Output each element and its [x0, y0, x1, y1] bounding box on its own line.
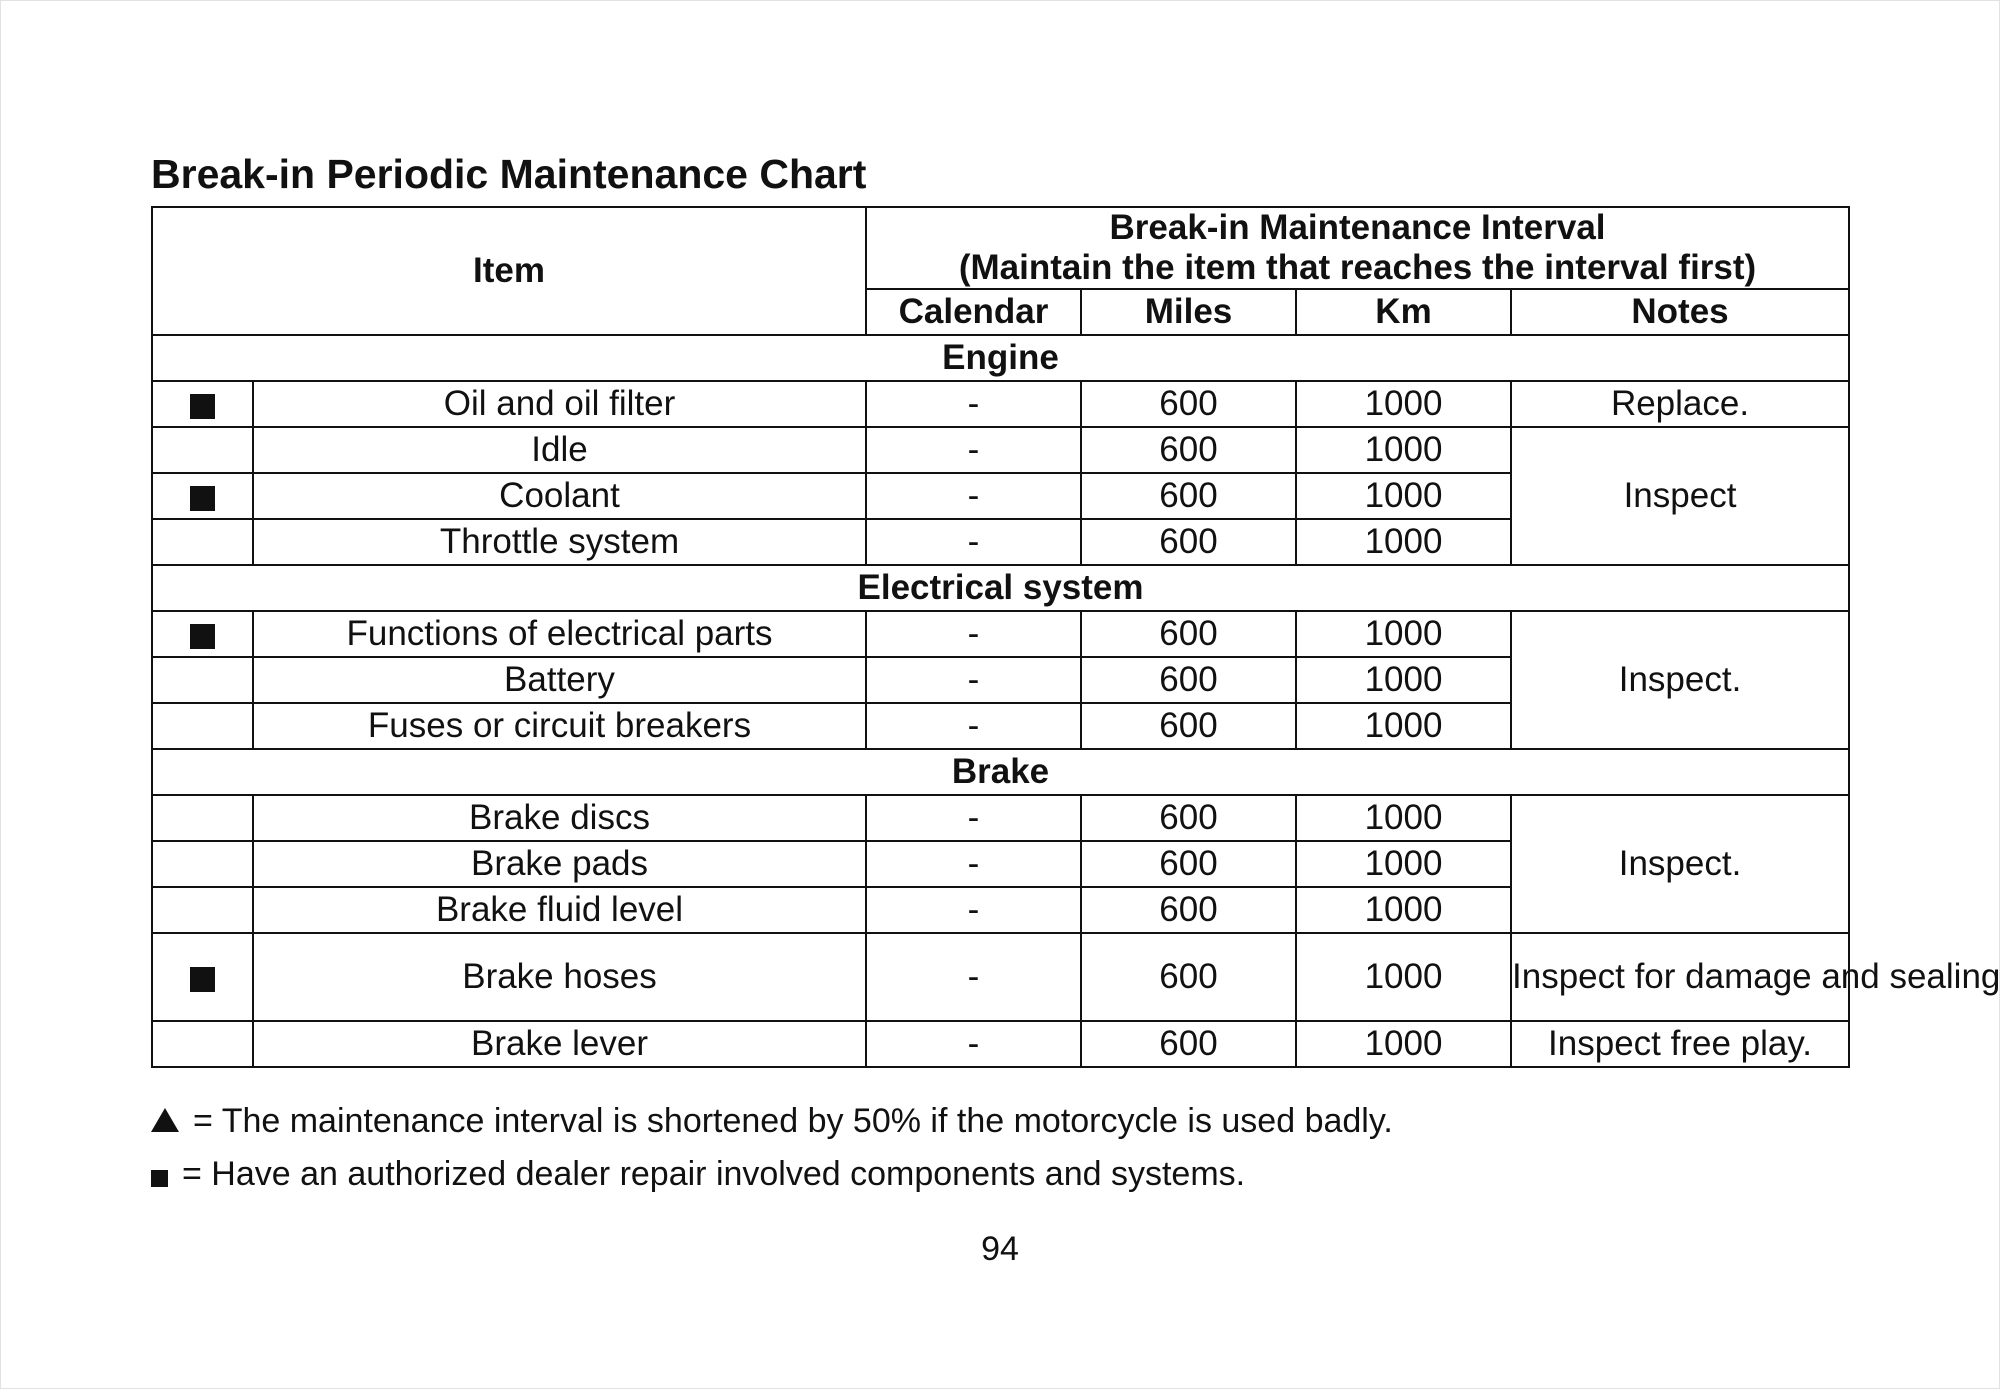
mark-cell: [152, 473, 253, 519]
section-row-engine: [152, 335, 1849, 381]
km-value: 1000: [1296, 703, 1511, 749]
notes-value: Inspect for damage and sealing: [1511, 933, 1849, 1021]
mark-cell: [152, 795, 253, 841]
item-name: Idle: [253, 427, 866, 473]
km-value: 1000: [1296, 611, 1511, 657]
calendar-value: -: [866, 1021, 1081, 1067]
item-name: Coolant: [253, 473, 866, 519]
header-miles: Miles: [1081, 289, 1296, 335]
notes-value: Inspect free play.: [1511, 1021, 1849, 1067]
section-heading-engine: Engine: [152, 335, 1849, 381]
km-value: 1000: [1296, 1021, 1511, 1067]
square-icon: [190, 486, 215, 511]
square-icon: [190, 624, 215, 649]
km-value: 1000: [1296, 473, 1511, 519]
miles-value: 600: [1081, 519, 1296, 565]
calendar-value: -: [866, 473, 1081, 519]
item-name: Battery: [253, 657, 866, 703]
calendar-value: -: [866, 933, 1081, 1021]
item-name: Brake lever: [253, 1021, 866, 1067]
calendar-value: -: [866, 703, 1081, 749]
page-title: Break-in Periodic Maintenance Chart: [151, 151, 867, 197]
km-value: 1000: [1296, 795, 1511, 841]
triangle-icon: [151, 1108, 179, 1132]
miles-value: 600: [1081, 703, 1296, 749]
miles-value: 600: [1081, 473, 1296, 519]
miles-value: 600: [1081, 611, 1296, 657]
mark-cell: [152, 427, 253, 473]
item-name: Oil and oil filter: [253, 381, 866, 427]
miles-value: 600: [1081, 841, 1296, 887]
page-number: 94: [981, 1230, 1019, 1268]
legend-square-text: = Have an authorized dealer repair involved components and systems.: [182, 1155, 1246, 1193]
mark-cell: [152, 841, 253, 887]
notes-value: Inspect: [1511, 427, 1849, 565]
square-icon: [190, 394, 215, 419]
item-name: Fuses or circuit breakers: [253, 703, 866, 749]
calendar-value: -: [866, 657, 1081, 703]
calendar-value: -: [866, 887, 1081, 933]
calendar-value: -: [866, 841, 1081, 887]
table-row: [152, 381, 1849, 427]
notes-value: Inspect.: [1511, 795, 1849, 933]
header-calendar: Calendar: [866, 289, 1081, 335]
header-interval: [866, 207, 1849, 289]
table-row: [152, 933, 1849, 1021]
miles-value: 600: [1081, 887, 1296, 933]
square-icon: [190, 967, 215, 992]
km-value: 1000: [1296, 427, 1511, 473]
km-value: 1000: [1296, 657, 1511, 703]
item-name: Brake pads: [253, 841, 866, 887]
calendar-value: -: [866, 611, 1081, 657]
calendar-value: -: [866, 795, 1081, 841]
item-name: Brake discs: [253, 795, 866, 841]
legend-square: [151, 1153, 1245, 1195]
miles-value: 600: [1081, 795, 1296, 841]
km-value: 1000: [1296, 933, 1511, 1021]
calendar-value: -: [866, 427, 1081, 473]
section-heading-electrical: Electrical system: [152, 565, 1849, 611]
mark-cell: [152, 933, 253, 1021]
miles-value: 600: [1081, 933, 1296, 1021]
mark-cell: [152, 1021, 253, 1067]
calendar-value: -: [866, 519, 1081, 565]
header-interval-title: Break-in Maintenance Interval: [1109, 208, 1606, 247]
header-notes: Notes: [1511, 289, 1849, 335]
table-row: [152, 1021, 1849, 1067]
item-name: Brake fluid level: [253, 887, 866, 933]
km-value: 1000: [1296, 519, 1511, 565]
mark-cell: [152, 519, 253, 565]
legend-triangle-text: = The maintenance interval is shortened by 50% if the motorcycle is used badly.: [193, 1102, 1393, 1140]
header-item: Item: [152, 207, 866, 335]
mark-cell: [152, 703, 253, 749]
km-value: 1000: [1296, 887, 1511, 933]
table-row: [152, 427, 1849, 473]
km-value: 1000: [1296, 841, 1511, 887]
miles-value: 600: [1081, 657, 1296, 703]
square-icon: [151, 1170, 168, 1187]
notes-value: Inspect.: [1511, 611, 1849, 749]
km-value: 1000: [1296, 381, 1511, 427]
mark-cell: [152, 381, 253, 427]
miles-value: 600: [1081, 427, 1296, 473]
section-row-brake: [152, 749, 1849, 795]
item-name: Functions of electrical parts: [253, 611, 866, 657]
mark-cell: [152, 887, 253, 933]
mark-cell: [152, 657, 253, 703]
table-row: [152, 611, 1849, 657]
miles-value: 600: [1081, 381, 1296, 427]
item-name: Throttle system: [253, 519, 866, 565]
header-km: Km: [1296, 289, 1511, 335]
table-row: [152, 795, 1849, 841]
mark-cell: [152, 611, 253, 657]
notes-value: Replace.: [1511, 381, 1849, 427]
calendar-value: -: [866, 381, 1081, 427]
section-row-electrical: [152, 565, 1849, 611]
item-name: Brake hoses: [253, 933, 866, 1021]
header-interval-subtitle: (Maintain the item that reaches the interval first): [958, 248, 1757, 287]
miles-value: 600: [1081, 1021, 1296, 1067]
maintenance-table: [151, 206, 2000, 1068]
legend-triangle: [151, 1100, 1393, 1142]
section-heading-brake: Brake: [152, 749, 1849, 795]
